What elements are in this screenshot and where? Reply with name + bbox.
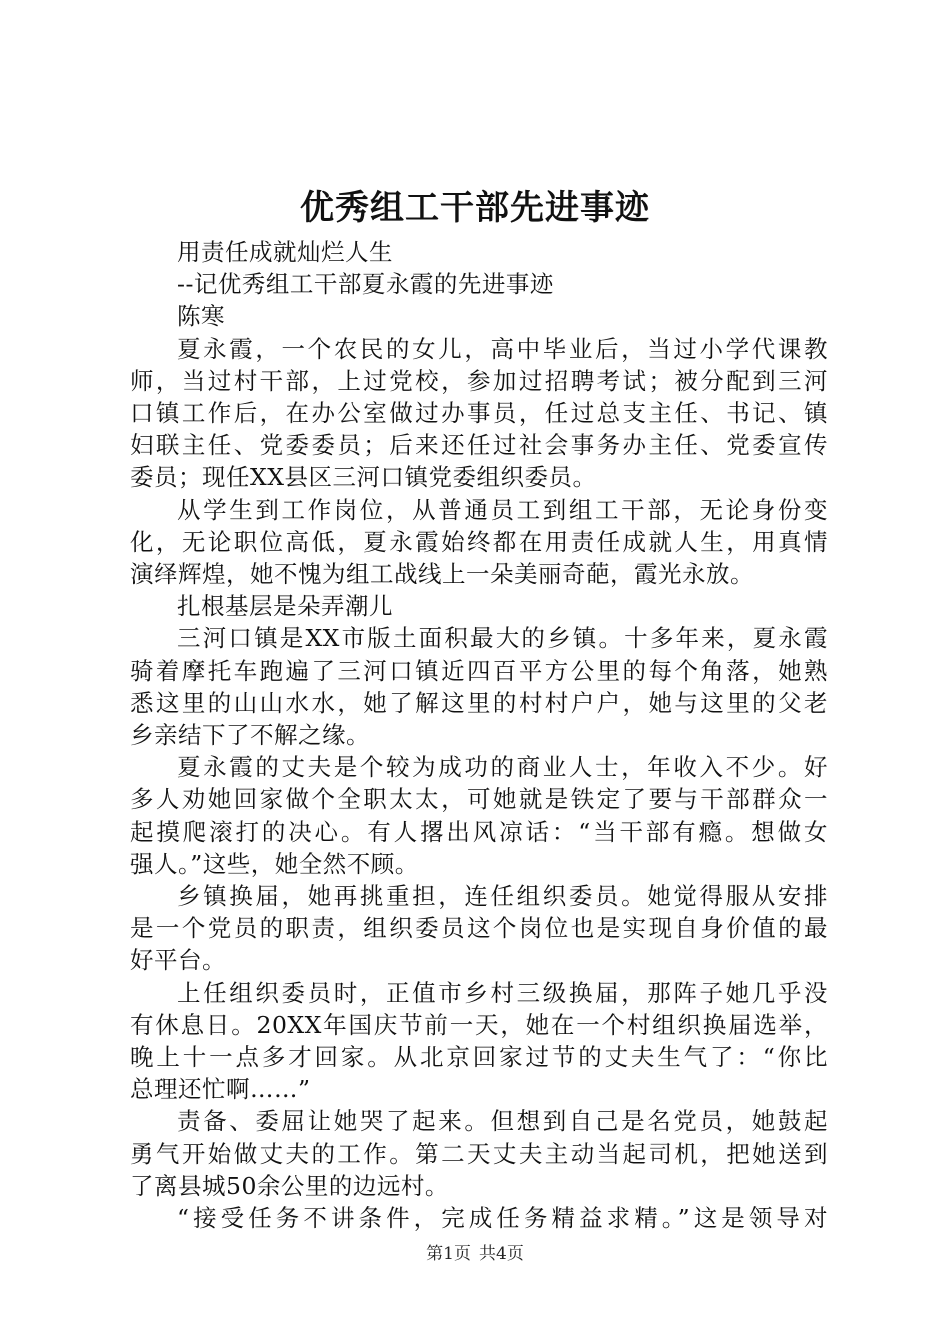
paragraph-line: 师，当过村干部，上过党校，参加过招聘考试；被分配到三河 (130, 366, 828, 395)
paragraph-line: 起摸爬滚打的决心。有人撂出风凉话：“当干部有瘾。想做女 (130, 817, 828, 846)
paragraph-line: 了离县城50余公里的边远村。 (130, 1171, 449, 1200)
page-number: 第1页 (426, 1244, 471, 1264)
document-body (130, 236, 828, 1234)
paragraph-line: 总理还忙啊……” (130, 1075, 311, 1104)
paragraph-line: 强人。”这些，她全然不顾。 (130, 849, 419, 878)
paragraph-line: 多人劝她回家做个全职太太，可她就是铁定了要与干部群众一 (130, 785, 828, 814)
paragraph-line: 三河口镇是XX市版土面积最大的乡镇。十多年来，夏永霞 (177, 624, 828, 653)
paragraph-line: 是一个党员的职责，组织委员这个岗位也是实现自身价值的最 (130, 914, 828, 943)
paragraph-line: “接受任务不讲条件，完成任务精益求精。”这是领导对 (177, 1204, 828, 1233)
paragraph-line: 妇联主任、党委委员；后来还任过社会事务办主任、党委宣传 (130, 431, 828, 460)
paragraph-line: 有休息日。20XX年国庆节前一天，她在一个村组织换届选举， (130, 1010, 828, 1039)
paragraph-line: 乡镇换届，她再挑重担，连任组织委员。她觉得服从安排 (177, 882, 828, 911)
subtitle-line: 用责任成就灿烂人生 (177, 238, 393, 266)
page-total: 共4页 (479, 1244, 524, 1264)
paragraph-line: 勇气开始做丈夫的工作。第二天丈夫主动当起司机，把她送到 (130, 1139, 828, 1168)
paragraph-line: 委员；现任XX县区三河口镇党委组织委员。 (130, 463, 597, 492)
subtitle-line: --记优秀组工干部夏永霞的先进事迹 (177, 270, 554, 299)
paragraph-line: 口镇工作后，在办公室做过办事员，任过总支主任、书记、镇 (130, 399, 828, 428)
paragraph-line: 乡亲结下了不解之缘。 (130, 721, 370, 750)
paragraph-line: 悉这里的山山水水，她了解这里的村村户户，她与这里的父老 (130, 688, 828, 717)
paragraph-line: 好平台。 (130, 946, 226, 975)
section-heading: 扎根基层是朵弄潮儿 (177, 592, 393, 621)
paragraph-line: 夏永霞，一个农民的女儿，高中毕业后，当过小学代课教 (177, 334, 828, 363)
paragraph-line: 晚上十一点多才回家。从北京回家过节的丈夫生气了：“你比 (130, 1043, 828, 1072)
document-title: 优秀组工干部先进事迹 (300, 188, 650, 228)
page-footer (0, 1242, 950, 1266)
paragraph-line: 责备、委屈让她哭了起来。但想到自己是名党员，她鼓起 (177, 1107, 828, 1136)
author-line: 陈寒 (177, 302, 225, 331)
paragraph-line: 演绎辉煌，她不愧为组工战线上一朵美丽奇葩，霞光永放。 (130, 560, 754, 589)
paragraph-line: 骑着摩托车跑遍了三河口镇近四百平方公里的每个角落，她熟 (130, 656, 828, 685)
paragraph-line: 上任组织委员时，正值市乡村三级换届，那阵子她几乎没 (177, 978, 828, 1007)
paragraph-line: 从学生到工作岗位，从普通员工到组工干部，无论身份变 (177, 495, 828, 524)
paragraph-line: 化，无论职位高低，夏永霞始终都在用责任成就人生，用真情 (130, 527, 828, 556)
paragraph-line: 夏永霞的丈夫是个较为成功的商业人士，年收入不少。好 (177, 753, 828, 782)
